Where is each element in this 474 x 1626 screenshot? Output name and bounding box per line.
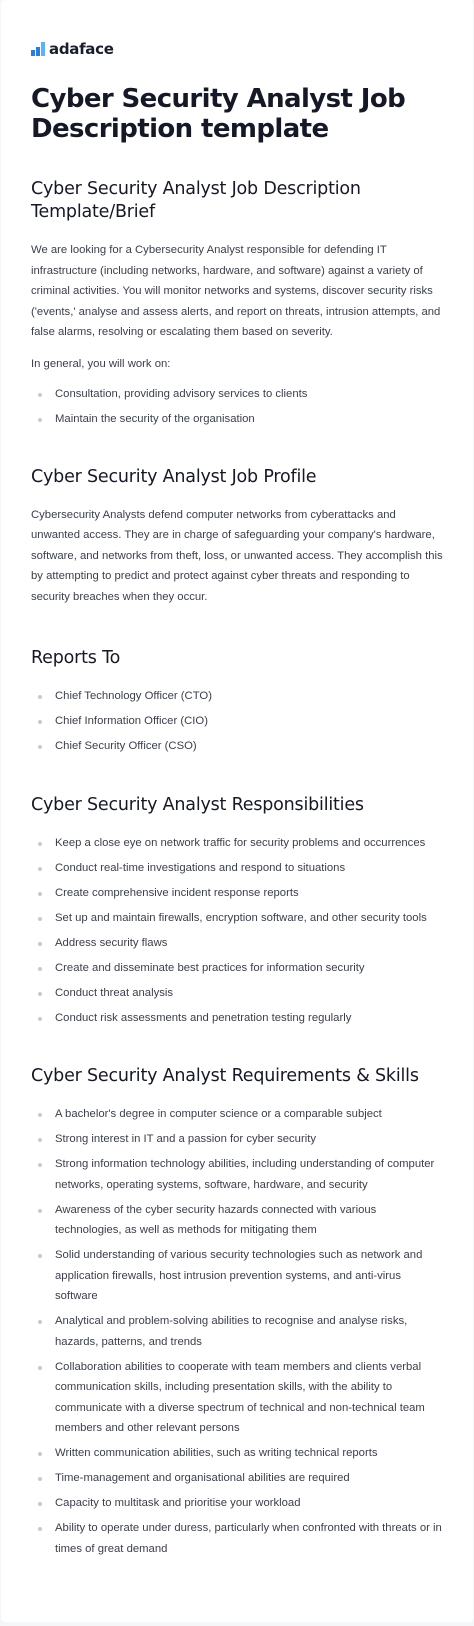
list-item: Create and disseminate best practices for information security bbox=[31, 958, 443, 979]
brand-header[interactable] bbox=[31, 40, 443, 58]
list-item: A bachelor's degree in computer science or a comparable subject bbox=[31, 1104, 443, 1125]
list-item: Time-management and organisational abilities are required bbox=[31, 1468, 443, 1489]
section-paragraph: We are looking for a Cybersecurity Analyst responsible for defending IT infrastructure (including networks, hardware, and software) against a variety of criminal activities. You will monitor networks and systems, discover security risks ('events,' analyse and assess alerts, and report on threats, intrusion attempts, and false alarms, resolving or escalating them based on severity. bbox=[31, 244, 441, 338]
section-paragraph: In general, you will work on: bbox=[31, 357, 171, 370]
page-title: Cyber Security Analyst Job Description template bbox=[31, 84, 406, 144]
section bbox=[31, 178, 443, 430]
list-item: Chief Technology Officer (CTO) bbox=[31, 686, 443, 707]
list-item: Capacity to multitask and prioritise your workload bbox=[31, 1493, 443, 1514]
section-heading: Cyber Security Analyst Requirements & Skills bbox=[31, 1066, 419, 1086]
section bbox=[31, 647, 443, 757]
list-item: Maintain the security of the organisation bbox=[31, 409, 443, 430]
brand-name: adaface bbox=[49, 40, 114, 58]
adaface-logo-icon bbox=[31, 42, 45, 56]
section-heading: Cyber Security Analyst Responsibilities bbox=[31, 794, 364, 815]
section bbox=[31, 466, 443, 608]
sections-container bbox=[31, 178, 443, 1559]
list-item: Ability to operate under duress, particularly when confronted with threats or in times of great demand bbox=[31, 1518, 443, 1559]
section bbox=[31, 794, 443, 1029]
section-heading: Cyber Security Analyst Job Description Template/Brief bbox=[31, 179, 361, 222]
list-item: Consultation, providing advisory services to clients bbox=[31, 384, 443, 405]
list-item: Create comprehensive incident response reports bbox=[31, 883, 443, 904]
bullet-list bbox=[31, 384, 443, 430]
list-item: Written communication abilities, such as writing technical reports bbox=[31, 1443, 443, 1464]
list-item: Collaboration abilities to cooperate with team members and clients verbal communication skills, including presentation skills, with the ability to communicate with a diverse spectrum of technical and non-technical team members and other relevant persons bbox=[31, 1357, 443, 1439]
list-item: Analytical and problem-solving abilities to recognise and analyse risks, hazards, patterns, and trends bbox=[31, 1311, 443, 1352]
section bbox=[31, 1065, 443, 1559]
section-heading: Cyber Security Analyst Job Profile bbox=[31, 466, 317, 487]
list-item: Awareness of the cyber security hazards connected with various technologies, as well as methods for mitigating them bbox=[31, 1200, 443, 1241]
list-item: Strong interest in IT and a passion for cyber security bbox=[31, 1129, 443, 1150]
bullet-list bbox=[31, 833, 443, 1029]
job-description-page bbox=[1, 0, 473, 1622]
section-paragraph: Cybersecurity Analysts defend computer networks from cyberattacks and unwanted access. They are in charge of safeguarding your company's hardware, software, and networks from theft, loss, or unwanted access. They accomplish this by attempting to predict and protect against cyber threats and responding to security breaches when they occur. bbox=[31, 508, 443, 603]
list-item: Conduct threat analysis bbox=[31, 983, 443, 1004]
list-item: Strong information technology abilities, including understanding of computer networks, operating systems, software, hardware, and security bbox=[31, 1154, 443, 1195]
list-item: Keep a close eye on network traffic for security problems and occurrences bbox=[31, 833, 443, 854]
list-item: Solid understanding of various security technologies such as network and application firewalls, host intrusion prevention systems, and anti-virus software bbox=[31, 1245, 443, 1307]
list-item: Address security flaws bbox=[31, 933, 443, 954]
list-item: Conduct real-time investigations and respond to situations bbox=[31, 858, 443, 879]
list-item: Set up and maintain firewalls, encryption software, and other security tools bbox=[31, 908, 443, 929]
list-item: Conduct risk assessments and penetration testing regularly bbox=[31, 1008, 443, 1029]
list-item: Chief Security Officer (CSO) bbox=[31, 736, 443, 757]
list-item: Chief Information Officer (CIO) bbox=[31, 711, 443, 732]
bullet-list bbox=[31, 1104, 443, 1559]
bullet-list bbox=[31, 686, 443, 757]
section-heading: Reports To bbox=[31, 648, 121, 668]
